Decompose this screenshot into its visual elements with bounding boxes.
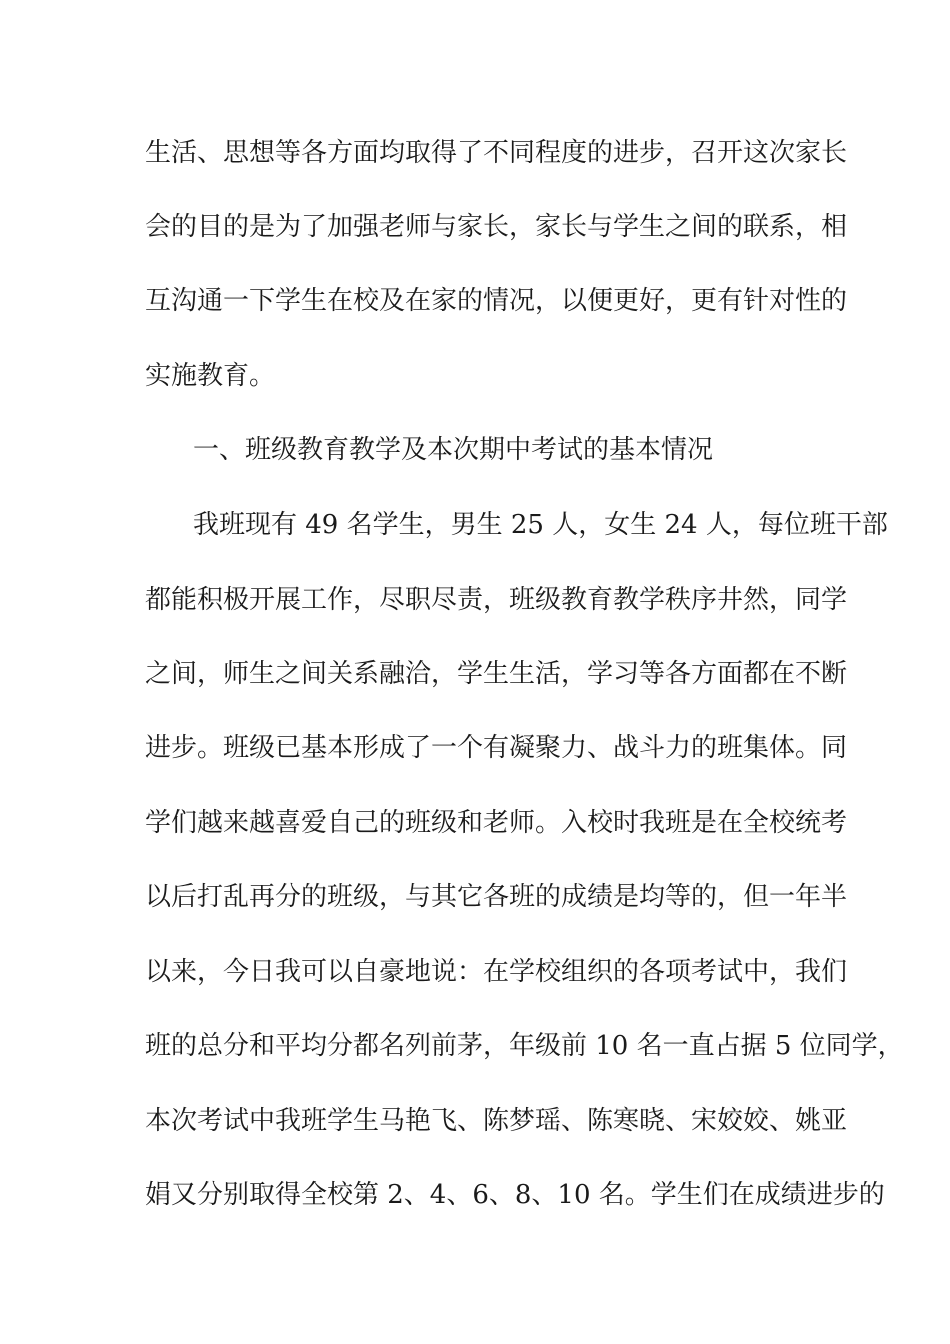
paragraph-line: 进步。班级已基本形成了一个有凝聚力、战斗力的班集体。同 <box>145 733 848 763</box>
paragraph-line: 娟又分别取得全校第 2、4、6、8、10 名。学生们在成绩进步的 <box>145 1180 885 1210</box>
paragraph-line: 生活、思想等各方面均取得了不同程度的进步，召开这次家长 <box>145 138 848 168</box>
paragraph-line: 班的总分和平均分都名列前茅，年级前 10 名一直占据 5 位同学， <box>145 1031 904 1061</box>
paragraph-line: 会的目的是为了加强老师与家长，家长与学生之间的联系，相 <box>145 212 848 242</box>
paragraph-line: 实施教育。 <box>145 361 276 391</box>
paragraph-line: 以后打乱再分的班级，与其它各班的成绩是均等的，但一年半 <box>145 882 848 912</box>
paragraph-line: 之间，师生之间关系融洽，学生生活，学习等各方面都在不断 <box>145 659 848 689</box>
section-heading: 一、班级教育教学及本次期中考试的基本情况 <box>193 435 714 465</box>
paragraph-line: 以来，今日我可以自豪地说：在学校组织的各项考试中，我们 <box>145 957 848 987</box>
paragraph-line: 都能积极开展工作，尽职尽责，班级教育教学秩序井然，同学 <box>145 585 848 615</box>
paragraph-line: 我班现有 49 名学生，男生 25 人，女生 24 人，每位班干部 <box>193 510 888 540</box>
paragraph-line: 本次考试中我班学生马艳飞、陈梦瑶、陈寒晓、宋姣姣、姚亚 <box>145 1106 848 1136</box>
paragraph-line: 学们越来越喜爱自己的班级和老师。入校时我班是在全校统考 <box>145 808 848 838</box>
paragraph-line: 互沟通一下学生在校及在家的情况，以便更好，更有针对性的 <box>145 286 848 316</box>
